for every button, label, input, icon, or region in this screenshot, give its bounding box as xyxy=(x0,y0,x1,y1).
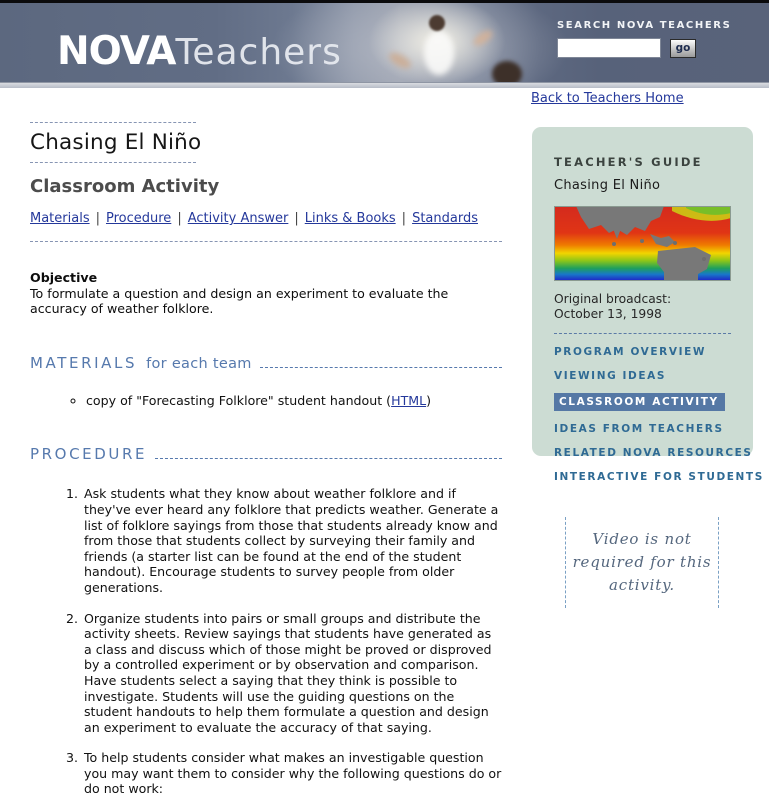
menu-item-program-overview[interactable]: PROGRAM OVERVIEW xyxy=(554,346,707,358)
nav-link-activity-answer[interactable]: Activity Answer xyxy=(187,211,289,226)
procedure-heading xyxy=(30,445,502,463)
back-to-teachers-home-link[interactable]: Back to Teachers Home xyxy=(531,91,684,106)
menu-item-classroom-activity[interactable] xyxy=(554,393,731,411)
broadcast-label: Original broadcast: xyxy=(554,292,672,306)
materials-item-text: copy of "Forecasting Folklore" student handout ( xyxy=(86,392,392,408)
teachers-guide-title: Chasing El Niño xyxy=(554,178,661,193)
objective-heading: Objective xyxy=(30,270,98,285)
search-go-button[interactable]: go xyxy=(670,39,696,58)
materials-item xyxy=(86,393,502,409)
heading-dash-rule xyxy=(260,367,502,368)
html-handout-link[interactable]: HTML xyxy=(391,392,427,408)
search-input[interactable] xyxy=(557,38,661,58)
banner-photo-decoration xyxy=(492,61,522,82)
guide-menu xyxy=(554,346,764,483)
menu-item-related-nova-resources[interactable]: RELATED NOVA RESOURCES xyxy=(554,447,753,459)
header-bottom-strip xyxy=(0,82,769,88)
logo-teachers-text: Teachers xyxy=(175,32,342,73)
menu-item-classroom-activity-label: CLASSROOM ACTIVITY xyxy=(554,393,725,411)
search-area xyxy=(557,20,731,58)
title-divider-top xyxy=(30,122,196,123)
banner-photo-decoration xyxy=(387,50,413,72)
banner-photo-decoration xyxy=(429,15,445,31)
materials-list xyxy=(30,393,502,409)
nav-link-links-books[interactable]: Links & Books xyxy=(304,211,396,226)
materials-item-text-end: ) xyxy=(426,392,432,408)
materials-heading xyxy=(30,354,502,372)
heading-dash-rule xyxy=(155,458,502,459)
objective-text: To formulate a question and design an experiment to evaluate the accuracy of weather folklore. xyxy=(30,285,449,317)
content-divider xyxy=(30,241,502,242)
nav-link-procedure[interactable]: Procedure xyxy=(105,211,172,226)
broadcast-date: October 13, 1998 xyxy=(554,307,662,321)
search-label: SEARCH NOVA TEACHERS xyxy=(557,20,732,31)
menu-item-interactive-for-students[interactable]: INTERACTIVE FOR STUDENTS xyxy=(554,471,764,483)
nav-link-standards[interactable]: Standards xyxy=(412,211,478,226)
procedure-step-1: 1. Ask students what they know about weather folklore and if they've ever heard any folklore that predicts weather. Generate a list of folklore sayings from those that students already know and from those that students collect by surveying their family and friends (a starter list can be found at the end of the student handout). Encourage students to survey people from older generations. xyxy=(82,486,502,595)
nav-separator: | xyxy=(294,211,299,226)
banner-photo-decoration xyxy=(471,28,495,49)
materials-heading-caps: MATERIALS xyxy=(30,353,138,372)
procedure-step-3: 3. To help students consider what makes an investigable question you may want them to consider why the following questions do or do not work: xyxy=(82,750,502,797)
objective-section xyxy=(30,270,502,317)
procedure-heading-caps: PROCEDURE xyxy=(30,445,148,464)
banner-photo-decoration xyxy=(424,31,454,75)
nav-separator: | xyxy=(401,211,407,226)
procedure-step-2: 2. Organize students into pairs or small groups and distribute the activity sheets. Review sayings that students have generated as a class and discuss which of those might be proved or disproved by a controlled experiment or by observation and comparison. Have students select a saying that they think is possible to investigate. Students will use the guiding questions on the student handouts to help them formulate a question and design an experiment to evaluate the accuracy of that saying. xyxy=(82,611,502,736)
video-not-required-note: Video is not required for this activity. xyxy=(565,517,719,608)
nav-separator: | xyxy=(177,211,182,226)
page-subtitle: Classroom Activity xyxy=(30,176,220,197)
header-banner xyxy=(0,3,769,82)
menu-item-viewing-ideas[interactable]: VIEWING IDEAS xyxy=(554,370,667,382)
nova-teachers-logo[interactable] xyxy=(57,29,342,74)
teachers-guide-label: TEACHER'S GUIDE xyxy=(554,155,703,169)
materials-heading-suffix: for each team xyxy=(146,355,252,372)
main-content xyxy=(30,122,502,812)
sidebar-divider xyxy=(554,333,731,334)
original-broadcast xyxy=(554,292,731,322)
site-header xyxy=(0,0,769,90)
page-title: Chasing El Niño xyxy=(30,130,202,155)
section-nav xyxy=(30,211,502,226)
nav-separator: | xyxy=(95,211,100,226)
sea-surface-temperature-map-image xyxy=(554,206,731,281)
nav-link-materials[interactable]: Materials xyxy=(30,211,90,226)
menu-item-ideas-from-teachers[interactable]: IDEAS FROM TEACHERS xyxy=(554,423,724,435)
title-divider-bottom xyxy=(30,162,196,163)
procedure-list xyxy=(30,486,502,797)
logo-nova-text: NOVA xyxy=(57,29,176,74)
teachers-guide-sidebar xyxy=(532,127,764,483)
